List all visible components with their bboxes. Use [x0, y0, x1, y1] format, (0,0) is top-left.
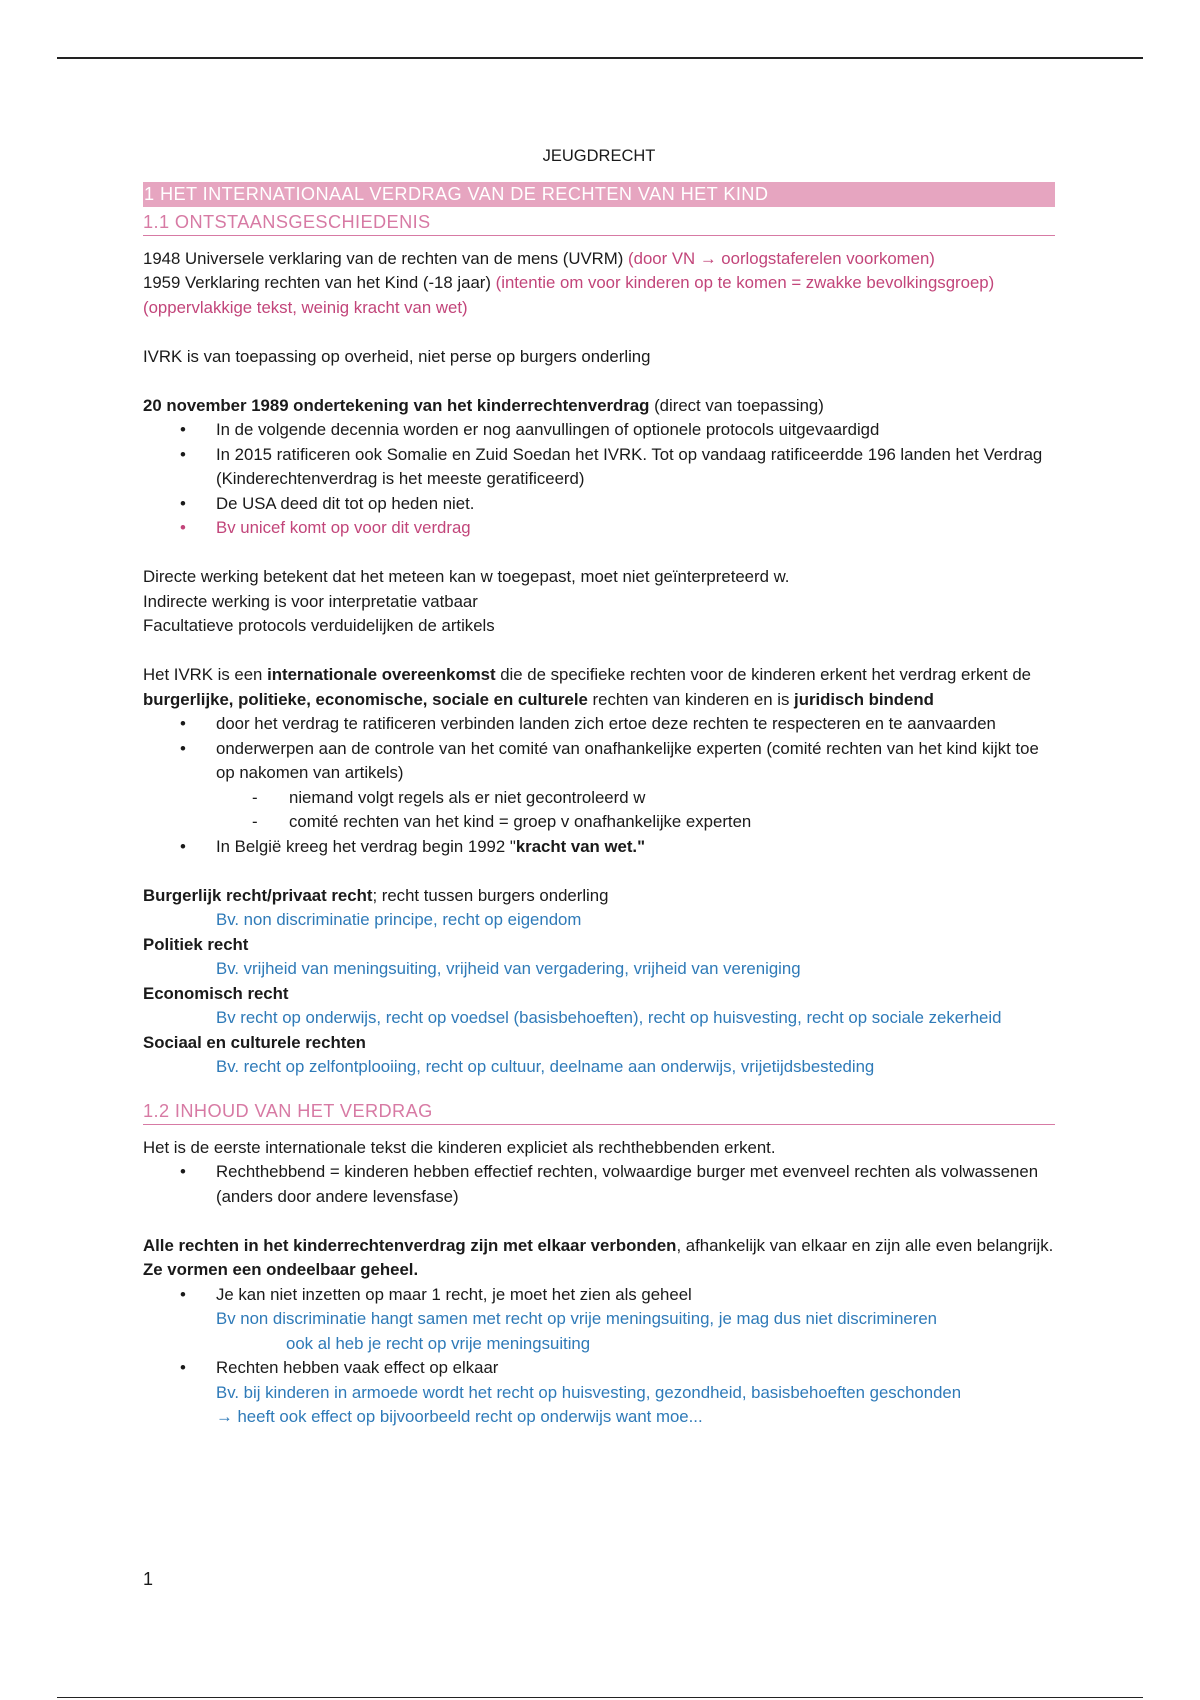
optional-protocols: Facultatieve protocols verduidelijken de artikels: [143, 616, 495, 635]
section-heading-1-1: 1.1 ONTSTAANSGESCHIEDENIS: [143, 209, 1055, 236]
first-text: Het is de eerste internationale tekst die kinderen expliciet als rechthebbenden erkent.: [143, 1137, 776, 1157]
dash-list: [216, 786, 1055, 835]
history-1948-note: (door VN → oorlogstaferelen voorkomen): [628, 248, 935, 268]
signing-date: 20 november 1989 ondertekening van het kinderrechtenverdrag (direct van toepassing): [143, 395, 824, 415]
social-cultural-law-example: Bv. recht op zelfontplooiing, recht op cultuur, deelname aan onderwijs, vrijetijdsbesteding: [216, 1057, 875, 1076]
example-line: Bv. bij kinderen in armoede wordt het recht op huisvesting, gezondheid, basisbehoeften geschonden: [216, 1382, 962, 1402]
direct-effect: Directe werking betekent dat het meteen kan w toegepast, moet niet geïnterpreteerd w.: [143, 567, 790, 586]
footer-rule: [57, 1697, 1143, 1698]
list-item: • Rechthebbend = kinderen hebben effectief rechten, volwaardige burger met evenveel rechten als volwassenen (anders door andere levensfase): [143, 1160, 1055, 1209]
ivrk-definition: Het IVRK is een internationale overeenkomst die de specifieke rechten voor de kinderen erkent het verdrag erkent de burgerlijke, politieke, economische, sociale en culturele rechten van kinderen en is juridisch bindend: [143, 665, 1032, 709]
economic-law-example: Bv recht op onderwijs, recht op voedsel (basisbehoeften), recht op huisvesting, recht op sociale zekerheid: [216, 1008, 1002, 1027]
list-item-unicef: • Bv unicef komt op voor dit verdrag: [143, 516, 1055, 541]
rights-holder-bullets: [143, 1160, 1055, 1209]
list-item: - niemand volgt regels als er niet gecontroleerd w: [143, 786, 1055, 811]
chapter-heading: 1 HET INTERNATIONAAL VERDRAG VAN DE RECHTEN VAN HET KIND: [143, 182, 1055, 207]
document-title: JEUGDRECHT: [542, 147, 656, 165]
civil-law: Burgerlijk recht/privaat recht; recht tussen burgers onderling: [143, 885, 609, 905]
civil-law-example: Bv. non discriminatie principe, recht op eigendom: [216, 910, 582, 929]
ivrk-bullets: [143, 712, 1055, 859]
connected-bullets: [143, 1283, 1055, 1430]
history-1948: 1948 Universele verklaring van de rechten van de mens (UVRM) (door VN → oorlogstaferelen voorkomen): [143, 248, 935, 268]
list-item: • onderwerpen aan de controle van het comité van onafhankelijke experten (comité rechten van het kind kijkt toe op nakomen van artikels) - niemand volgt regels als er niet gecontroleerd w - comité rechten van het kind = groep v onafhankelijke experten: [143, 737, 1055, 835]
document-page: [143, 144, 1055, 1430]
list-item: • door het verdrag te ratificeren verbinden landen zich ertoe deze rechten te respecteren en te aanvaarden: [143, 712, 1055, 737]
history-1959-note: (intentie om voor kinderen op te komen = zwakke bevolkingsgroep) (oppervlakkige tekst, weinig kracht van wet): [143, 273, 995, 317]
political-law-example: Bv. vrijheid van meningsuiting, vrijheid van vergadering, vrijheid van vereniging: [216, 959, 801, 978]
list-item: - comité rechten van het kind = groep v onafhankelijke experten: [143, 810, 1055, 835]
political-law: Politiek recht: [143, 934, 249, 954]
social-cultural-law: Sociaal en culturele rechten: [143, 1032, 366, 1052]
economic-law: Economisch recht: [143, 983, 289, 1003]
list-item: • Rechten hebben vaak effect op elkaar Bv. bij kinderen in armoede wordt het recht op huisvesting, gezondheid, basisbehoeften geschonden → heeft ook effect op bijvoorbeeld recht op onderwijs want moe...: [143, 1356, 1055, 1430]
indirect-effect: Indirecte werking is voor interpretatie vatbaar: [143, 591, 478, 611]
list-item: • De USA deed dit tot op heden niet.: [143, 492, 1055, 517]
example-line: ook al heb je recht op vrije meningsuiting: [286, 1333, 591, 1353]
history-1959: 1959 Verklaring rechten van het Kind (-18 jaar) (intentie om voor kinderen op te komen = zwakke bevolkingsgroep) (oppervlakkige tekst, weinig kracht van wet): [143, 273, 995, 317]
list-item: • In België kreeg het verdrag begin 1992 "kracht van wet.": [143, 835, 1055, 860]
signing-bullets: [143, 418, 1055, 541]
list-item: • In 2015 ratificeren ook Somalie en Zuid Soedan het IVRK. Tot op vandaag ratificeerdde 196 landen het Verdrag (Kinderechtenverdrag is het meeste geratificeerd): [143, 443, 1055, 492]
page-number: 1: [143, 1569, 154, 1589]
rights-connected: Alle rechten in het kinderrechtenverdrag zijn met elkaar verbonden, afhankelijk van elkaar en zijn alle even belangrijk. Ze vormen een ondeelbaar geheel.: [143, 1235, 1054, 1279]
example-line: → heeft ook effect op bijvoorbeeld recht op onderwijs want moe...: [216, 1407, 703, 1426]
header-rule: [57, 57, 1143, 59]
list-item: • Je kan niet inzetten op maar 1 recht, je moet het zien als geheel Bv non discriminatie hangt samen met recht op vrije meningsuiting, je mag dus niet discrimineren ook al heb je recht op vrije meningsuiting: [143, 1283, 1055, 1357]
list-item: • In de volgende decennia worden er nog aanvullingen of optionele protocols uitgevaardigd: [143, 418, 1055, 443]
section-heading-1-2: 1.2 INHOUD VAN HET VERDRAG: [143, 1098, 1055, 1125]
example-line: Bv non discriminatie hangt samen met recht op vrije meningsuiting, je mag dus niet discrimineren: [216, 1309, 938, 1328]
ivrk-scope: IVRK is van toepassing op overheid, niet perse op burgers onderling: [143, 346, 651, 366]
